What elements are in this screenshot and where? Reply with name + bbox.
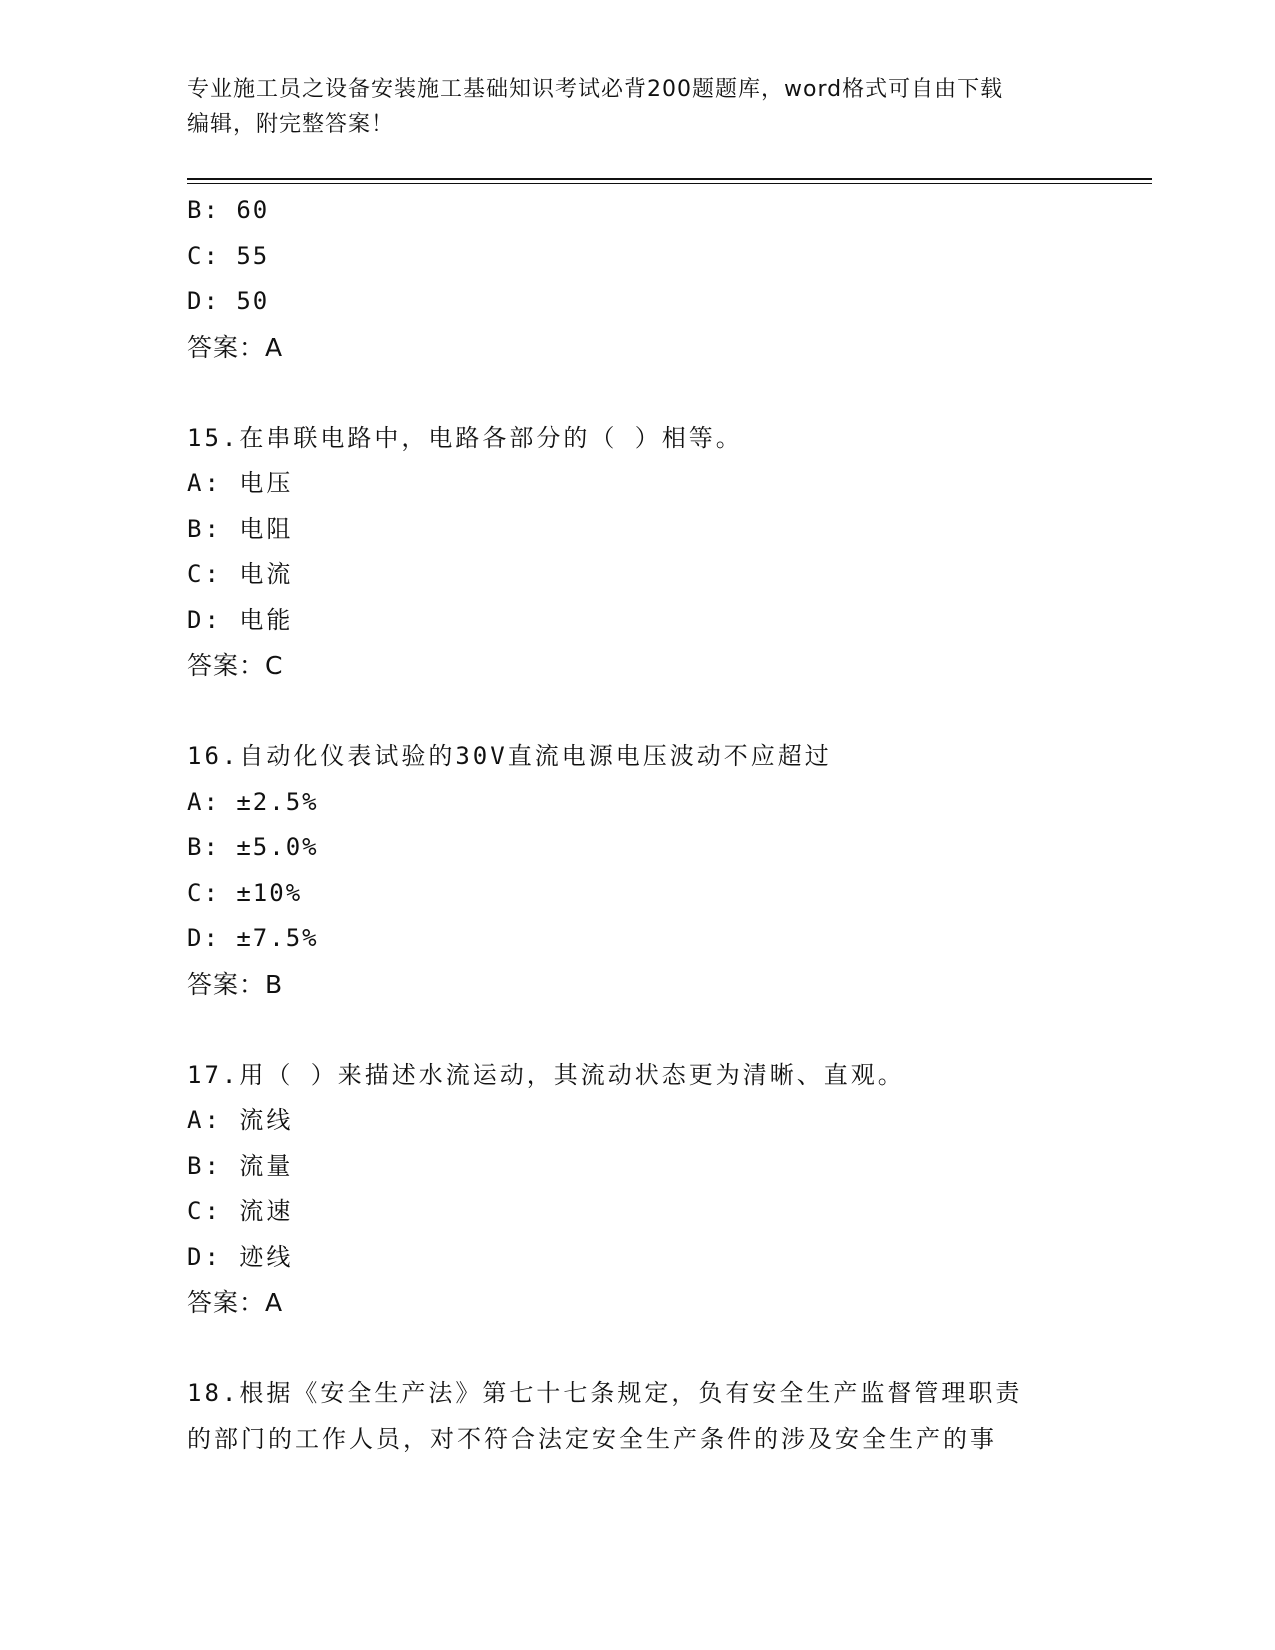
option-b: B: 流量	[187, 1151, 294, 1180]
spacer	[187, 1326, 1087, 1372]
answer: 答案：B	[187, 969, 284, 999]
option-a: A: 流线	[187, 1106, 294, 1134]
answer: 答案：A	[187, 1288, 284, 1317]
question-18	[187, 1371, 1087, 1462]
question-17	[187, 1053, 1087, 1326]
option-a: A: 电压	[187, 469, 294, 497]
question-text: 15.在串联电路中，电路各部分的（ ）相等。	[187, 423, 743, 452]
option-c: C: 电流	[187, 560, 294, 588]
spacer	[187, 370, 1087, 416]
answer: 答案：A	[187, 332, 284, 362]
option-a: A: ±2.5%	[187, 787, 319, 816]
question-text: 16.自动化仪表试验的30V直流电源电压波动不应超过	[187, 742, 832, 770]
answer: 答案：C	[187, 651, 284, 680]
spacer	[187, 1007, 1087, 1053]
option-d: D: ±7.5%	[187, 924, 319, 952]
option-d: D: 50	[187, 287, 270, 315]
option-c: C: 55	[187, 241, 270, 270]
question-14-tail	[187, 188, 1087, 370]
option-b: B: ±5.0%	[187, 833, 319, 861]
option-c: C: ±10%	[187, 878, 303, 907]
page-header	[187, 72, 1067, 142]
header-divider	[187, 178, 1152, 184]
question-text-line-2: 的部门的工作人员，对不符合法定安全生产条件的涉及安全生产的事	[187, 1424, 997, 1453]
option-b: B: 60	[187, 196, 270, 224]
option-d: D: 电能	[187, 605, 294, 634]
header-title-line-1: 专业施工员之设备安装施工基础知识考试必背200题题库，word格式可自由下载	[187, 77, 1004, 102]
spacer	[187, 689, 1087, 735]
option-c: C: 流速	[187, 1197, 294, 1225]
question-list	[187, 188, 1087, 1462]
option-d: D: 迹线	[187, 1242, 294, 1271]
question-text-line-1: 18.根据《安全生产法》第七十七条规定，负有安全生产监督管理职责	[187, 1379, 1023, 1407]
header-title-line-2: 编辑，附完整答案！	[187, 112, 395, 137]
question-16	[187, 734, 1087, 1007]
question-text: 17.用（ ）来描述水流运动，其流动状态更为清晰、直观。	[187, 1060, 905, 1089]
question-15	[187, 416, 1087, 689]
option-b: B: 电阻	[187, 514, 294, 543]
